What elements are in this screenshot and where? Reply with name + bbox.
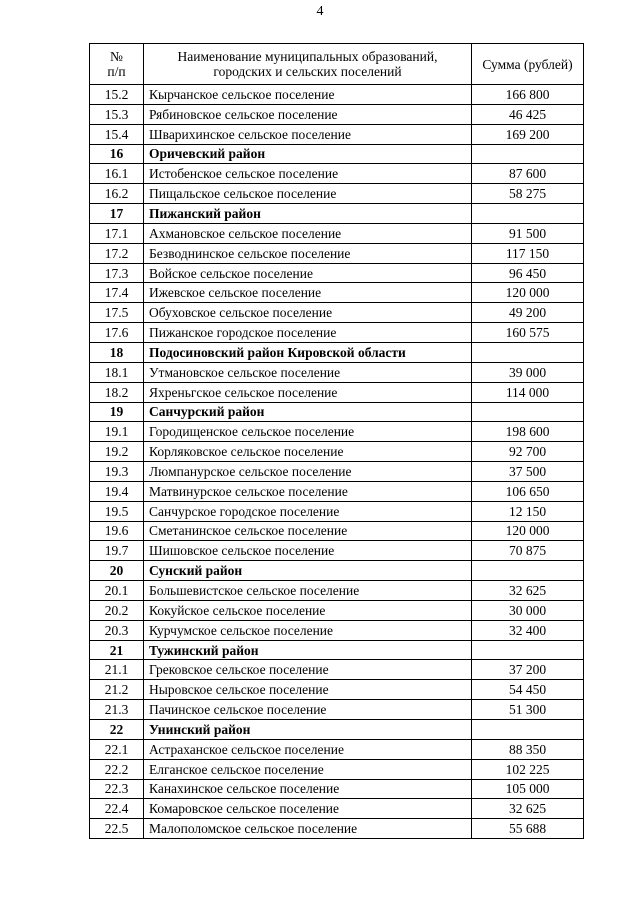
district-row [90, 402, 584, 422]
row-sum-cell: 51 300 [472, 700, 584, 720]
header-name-line-1: Наименование муниципальных образований, [177, 49, 438, 64]
row-sum-cell: 32 625 [472, 799, 584, 819]
row-name-cell: Грековское сельское поселение [144, 660, 472, 680]
row-name-cell: Малополомское сельское поселение [144, 819, 472, 839]
row-name-cell: Санчурское городское поселение [144, 501, 472, 521]
row-number-cell: 17.4 [90, 283, 144, 303]
district-row [90, 640, 584, 660]
row-number-cell: 21.2 [90, 680, 144, 700]
table-row [90, 263, 584, 283]
row-number-cell: 19 [90, 402, 144, 422]
row-sum-cell: 102 225 [472, 759, 584, 779]
row-sum-cell [472, 720, 584, 740]
table-row [90, 620, 584, 640]
row-name-cell: Яхреньгское сельское поселение [144, 382, 472, 402]
row-sum-cell: 54 450 [472, 680, 584, 700]
row-sum-cell: 37 500 [472, 462, 584, 482]
table-row [90, 759, 584, 779]
table-row [90, 104, 584, 124]
district-row [90, 144, 584, 164]
table-row [90, 382, 584, 402]
row-name-cell: Курчумское сельское поселение [144, 620, 472, 640]
table-row [90, 501, 584, 521]
row-sum-cell: 114 000 [472, 382, 584, 402]
row-number-cell: 15.4 [90, 124, 144, 144]
row-sum-cell: 12 150 [472, 501, 584, 521]
row-name-cell: Обуховское сельское поселение [144, 303, 472, 323]
district-row [90, 720, 584, 740]
table-row [90, 462, 584, 482]
row-sum-cell: 30 000 [472, 600, 584, 620]
page-number: 4 [316, 4, 324, 19]
table-row [90, 521, 584, 541]
row-name-cell: Сунский район [144, 561, 472, 581]
row-sum-cell: 32 400 [472, 620, 584, 640]
row-number-cell: 17.5 [90, 303, 144, 323]
table-row [90, 223, 584, 243]
row-sum-cell [472, 204, 584, 224]
row-number-cell: 20.3 [90, 620, 144, 640]
row-number-cell: 22 [90, 720, 144, 740]
header-row [90, 44, 584, 85]
row-name-cell: Шварихинское сельское поселение [144, 124, 472, 144]
table-row [90, 779, 584, 799]
row-name-cell: Елганское сельское поселение [144, 759, 472, 779]
row-number-cell: 19.6 [90, 521, 144, 541]
row-name-cell: Ахмановское сельское поселение [144, 223, 472, 243]
row-name-cell: Безводнинское сельское поселение [144, 243, 472, 263]
row-number-cell: 15.2 [90, 85, 144, 105]
row-sum-cell: 96 450 [472, 263, 584, 283]
header-num [90, 44, 144, 85]
table-row [90, 819, 584, 839]
row-sum-cell: 55 688 [472, 819, 584, 839]
row-name-cell: Кокуйское сельское поселение [144, 600, 472, 620]
row-number-cell: 17.6 [90, 323, 144, 343]
table-row [90, 85, 584, 105]
row-number-cell: 18 [90, 342, 144, 362]
budget-table [89, 43, 584, 839]
table-row [90, 362, 584, 382]
table-row [90, 243, 584, 263]
row-sum-cell: 120 000 [472, 521, 584, 541]
row-number-cell: 20 [90, 561, 144, 581]
row-name-cell: Подосиновский район Кировской области [144, 342, 472, 362]
row-number-cell: 16.2 [90, 184, 144, 204]
row-sum-cell: 49 200 [472, 303, 584, 323]
row-number-cell: 20.1 [90, 581, 144, 601]
row-sum-cell: 88 350 [472, 739, 584, 759]
table-row [90, 799, 584, 819]
row-number-cell: 16.1 [90, 164, 144, 184]
table-row [90, 581, 584, 601]
row-number-cell: 22.3 [90, 779, 144, 799]
row-sum-cell: 39 000 [472, 362, 584, 382]
row-name-cell: Пижанское городское поселение [144, 323, 472, 343]
row-sum-cell: 117 150 [472, 243, 584, 263]
table-row [90, 283, 584, 303]
row-sum-cell: 160 575 [472, 323, 584, 343]
row-sum-cell: 37 200 [472, 660, 584, 680]
row-sum-cell: 58 275 [472, 184, 584, 204]
row-name-cell: Тужинский район [144, 640, 472, 660]
row-number-cell: 19.5 [90, 501, 144, 521]
row-number-cell: 21.3 [90, 700, 144, 720]
row-name-cell: Матвинурское сельское поселение [144, 481, 472, 501]
row-name-cell: Оричевский район [144, 144, 472, 164]
table-header [90, 44, 584, 85]
table-row [90, 164, 584, 184]
row-number-cell: 19.3 [90, 462, 144, 482]
table-row [90, 442, 584, 462]
row-number-cell: 19.7 [90, 541, 144, 561]
row-name-cell: Городищенское сельское поселение [144, 422, 472, 442]
row-name-cell: Пижанский район [144, 204, 472, 224]
table-row [90, 323, 584, 343]
row-number-cell: 22.1 [90, 739, 144, 759]
row-name-cell: Ныровское сельское поселение [144, 680, 472, 700]
row-sum-cell: 70 875 [472, 541, 584, 561]
row-number-cell: 17.2 [90, 243, 144, 263]
row-number-cell: 17 [90, 204, 144, 224]
row-sum-cell [472, 144, 584, 164]
row-name-cell: Большевистское сельское поселение [144, 581, 472, 601]
row-number-cell: 18.1 [90, 362, 144, 382]
row-sum-cell: 92 700 [472, 442, 584, 462]
row-number-cell: 21 [90, 640, 144, 660]
row-name-cell: Рябиновское сельское поселение [144, 104, 472, 124]
row-sum-cell [472, 561, 584, 581]
row-name-cell: Утмановское сельское поселение [144, 362, 472, 382]
header-num-line-1: № [110, 49, 123, 64]
table-row [90, 660, 584, 680]
row-sum-cell: 169 200 [472, 124, 584, 144]
row-number-cell: 21.1 [90, 660, 144, 680]
table-row [90, 700, 584, 720]
row-number-cell: 18.2 [90, 382, 144, 402]
district-row [90, 204, 584, 224]
row-name-cell: Войское сельское поселение [144, 263, 472, 283]
row-number-cell: 17.1 [90, 223, 144, 243]
row-name-cell: Комаровское сельское поселение [144, 799, 472, 819]
row-number-cell: 22.4 [90, 799, 144, 819]
district-row [90, 561, 584, 581]
row-sum-cell: 120 000 [472, 283, 584, 303]
row-name-cell: Пищальское сельское поселение [144, 184, 472, 204]
table-row [90, 124, 584, 144]
row-name-cell: Сметанинское сельское поселение [144, 521, 472, 541]
row-sum-cell: 46 425 [472, 104, 584, 124]
table-row [90, 184, 584, 204]
row-sum-cell [472, 640, 584, 660]
row-name-cell: Санчурский район [144, 402, 472, 422]
row-number-cell: 16 [90, 144, 144, 164]
row-number-cell: 15.3 [90, 104, 144, 124]
row-sum-cell: 105 000 [472, 779, 584, 799]
row-name-cell: Истобенское сельское поселение [144, 164, 472, 184]
header-name-line-2: городских и сельских поселений [213, 64, 402, 79]
row-name-cell: Пачинское сельское поселение [144, 700, 472, 720]
row-sum-cell [472, 342, 584, 362]
row-name-cell: Канахинское сельское поселение [144, 779, 472, 799]
row-sum-cell: 91 500 [472, 223, 584, 243]
table-row [90, 422, 584, 442]
row-name-cell: Шишовское сельское поселение [144, 541, 472, 561]
row-number-cell: 19.1 [90, 422, 144, 442]
row-sum-cell: 87 600 [472, 164, 584, 184]
row-name-cell: Корляковское сельское поселение [144, 442, 472, 462]
table-row [90, 481, 584, 501]
row-sum-cell [472, 402, 584, 422]
table-row [90, 303, 584, 323]
row-number-cell: 19.2 [90, 442, 144, 462]
table-row [90, 600, 584, 620]
table-row [90, 680, 584, 700]
row-name-cell: Ижевское сельское поселение [144, 283, 472, 303]
row-name-cell: Кырчанское сельское поселение [144, 85, 472, 105]
row-sum-cell: 32 625 [472, 581, 584, 601]
row-name-cell: Унинский район [144, 720, 472, 740]
header-name [144, 44, 472, 85]
row-number-cell: 17.3 [90, 263, 144, 283]
district-row [90, 342, 584, 362]
table-row [90, 541, 584, 561]
row-name-cell: Астраханское сельское поселение [144, 739, 472, 759]
row-name-cell: Люмпанурское сельское поселение [144, 462, 472, 482]
table-body [90, 85, 584, 839]
row-sum-cell: 198 600 [472, 422, 584, 442]
table-row [90, 739, 584, 759]
row-number-cell: 20.2 [90, 600, 144, 620]
row-number-cell: 19.4 [90, 481, 144, 501]
row-number-cell: 22.5 [90, 819, 144, 839]
row-sum-cell: 166 800 [472, 85, 584, 105]
row-number-cell: 22.2 [90, 759, 144, 779]
header-num-line-2: п/п [107, 64, 126, 79]
row-sum-cell: 106 650 [472, 481, 584, 501]
header-sum: Сумма (рублей) [472, 44, 584, 85]
